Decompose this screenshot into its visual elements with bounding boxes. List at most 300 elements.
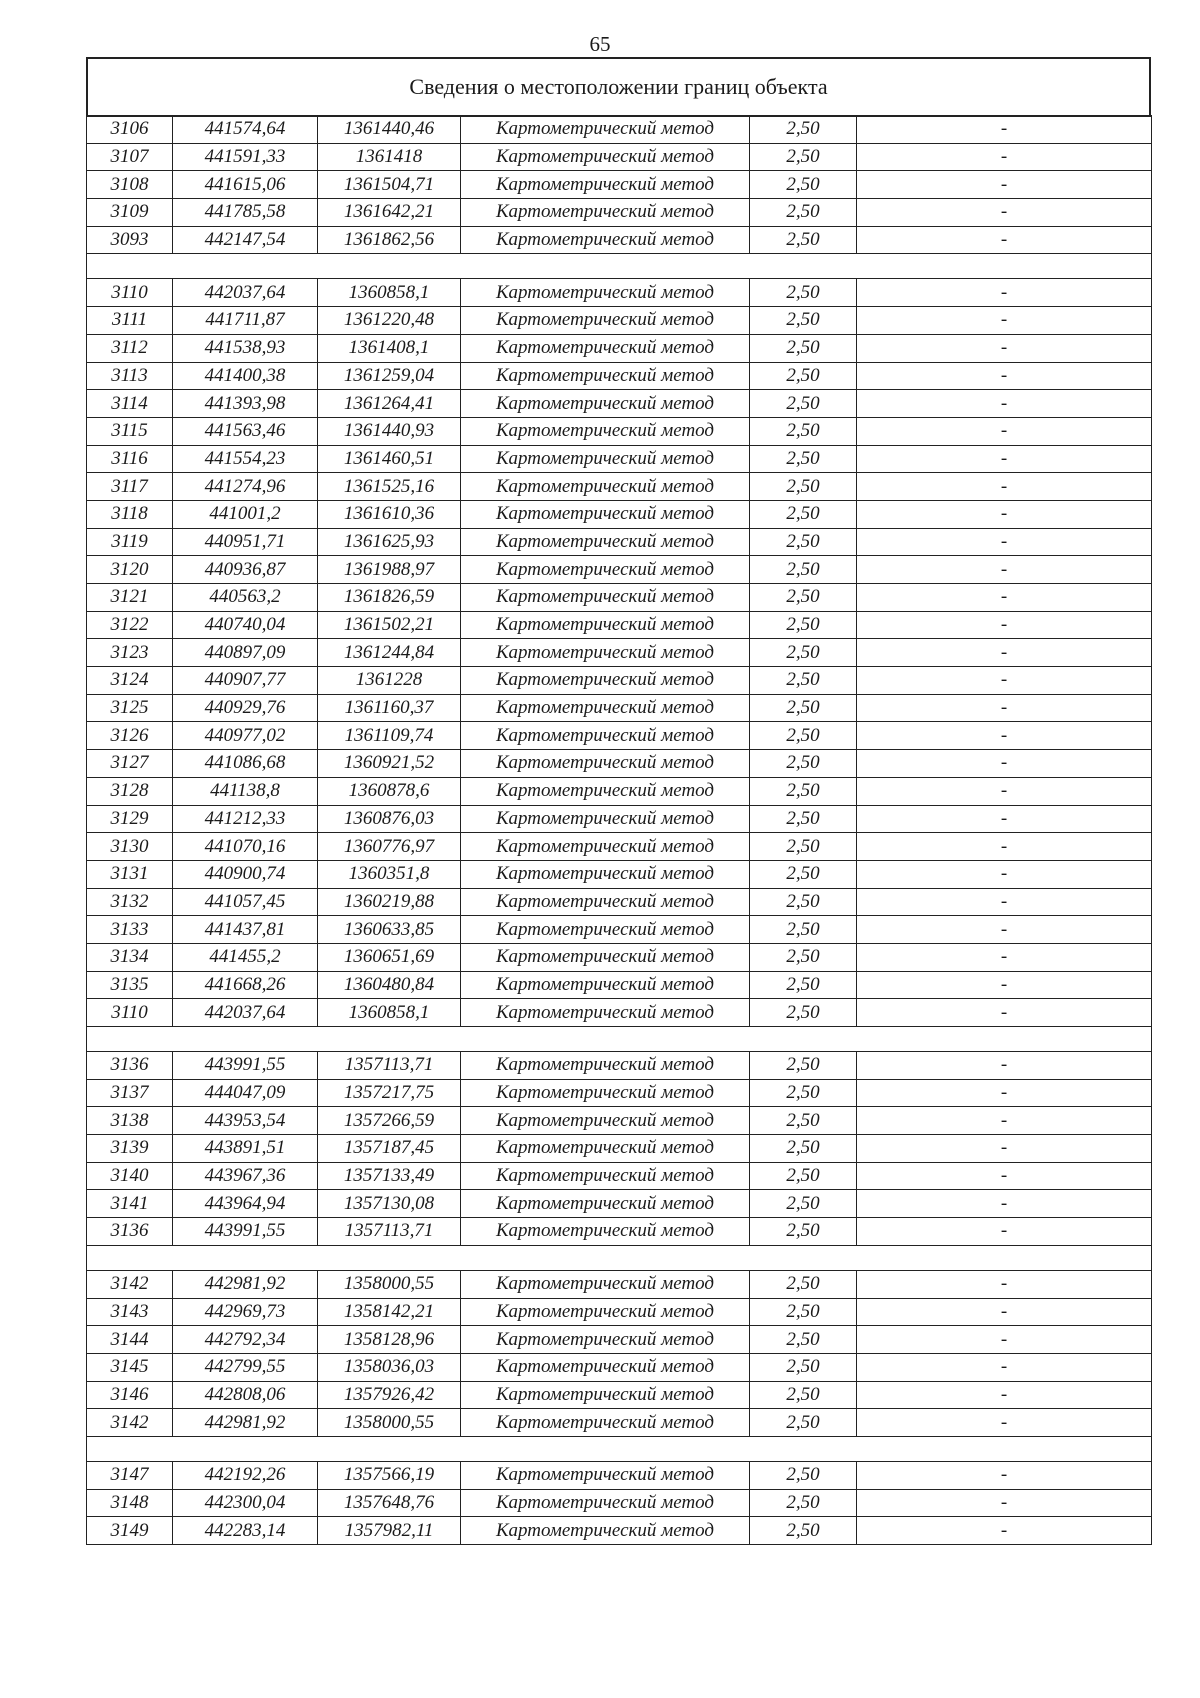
method-cell: Картометрический метод — [461, 916, 750, 944]
y-coordinate-cell: 1357217,75 — [318, 1079, 461, 1107]
x-coordinate-cell: 442192,26 — [173, 1461, 318, 1489]
table-row — [87, 667, 1152, 695]
accuracy-cell: 2,50 — [750, 445, 857, 473]
description-cell: - — [857, 1381, 1152, 1409]
table-row — [87, 171, 1152, 199]
table-row — [87, 528, 1152, 556]
y-coordinate-cell: 1361525,16 — [318, 473, 461, 501]
x-coordinate-cell: 442300,04 — [173, 1489, 318, 1517]
description-cell: - — [857, 860, 1152, 888]
method-cell: Картометрический метод — [461, 1079, 750, 1107]
x-coordinate-cell: 442981,92 — [173, 1270, 318, 1298]
description-cell: - — [857, 528, 1152, 556]
table-row — [87, 116, 1152, 144]
description-cell: - — [857, 1353, 1152, 1381]
accuracy-cell: 2,50 — [750, 888, 857, 916]
accuracy-cell: 2,50 — [750, 971, 857, 999]
point-number-cell: 3149 — [87, 1517, 173, 1545]
table-row — [87, 943, 1152, 971]
table-row — [87, 1052, 1152, 1080]
method-cell: Картометрический метод — [461, 307, 750, 335]
method-cell: Картометрический метод — [461, 556, 750, 584]
y-coordinate-cell: 1360480,84 — [318, 971, 461, 999]
point-number-cell: 3118 — [87, 500, 173, 528]
description-cell: - — [857, 971, 1152, 999]
table-row — [87, 694, 1152, 722]
point-number-cell: 3136 — [87, 1052, 173, 1080]
y-coordinate-cell: 1361440,46 — [318, 116, 461, 144]
table-row — [87, 999, 1152, 1027]
separator-row — [87, 1436, 1152, 1461]
x-coordinate-cell: 441070,16 — [173, 833, 318, 861]
method-cell: Картометрический метод — [461, 999, 750, 1027]
point-number-cell: 3117 — [87, 473, 173, 501]
accuracy-cell: 2,50 — [750, 143, 857, 171]
table-row — [87, 1162, 1152, 1190]
table-row — [87, 1107, 1152, 1135]
y-coordinate-cell: 1361109,74 — [318, 722, 461, 750]
method-cell: Картометрический метод — [461, 1162, 750, 1190]
y-coordinate-cell: 1361408,1 — [318, 334, 461, 362]
y-coordinate-cell: 1357133,49 — [318, 1162, 461, 1190]
point-number-cell: 3125 — [87, 694, 173, 722]
method-cell: Картометрический метод — [461, 1135, 750, 1163]
y-coordinate-cell: 1357130,08 — [318, 1190, 461, 1218]
method-cell: Картометрический метод — [461, 445, 750, 473]
x-coordinate-cell: 441437,81 — [173, 916, 318, 944]
x-coordinate-cell: 443991,55 — [173, 1218, 318, 1246]
y-coordinate-cell: 1358000,55 — [318, 1270, 461, 1298]
x-coordinate-cell: 441591,33 — [173, 143, 318, 171]
method-cell: Картометрический метод — [461, 1461, 750, 1489]
table-row — [87, 916, 1152, 944]
point-number-cell: 3116 — [87, 445, 173, 473]
accuracy-cell: 2,50 — [750, 611, 857, 639]
x-coordinate-cell: 441711,87 — [173, 307, 318, 335]
point-number-cell: 3108 — [87, 171, 173, 199]
accuracy-cell: 2,50 — [750, 1162, 857, 1190]
accuracy-cell: 2,50 — [750, 1381, 857, 1409]
point-number-cell: 3146 — [87, 1381, 173, 1409]
description-cell: - — [857, 362, 1152, 390]
method-cell: Картометрический метод — [461, 500, 750, 528]
point-number-cell: 3107 — [87, 143, 173, 171]
description-cell: - — [857, 1517, 1152, 1545]
y-coordinate-cell: 1361228 — [318, 667, 461, 695]
x-coordinate-cell: 440897,09 — [173, 639, 318, 667]
accuracy-cell: 2,50 — [750, 584, 857, 612]
method-cell: Картометрический метод — [461, 1052, 750, 1080]
y-coordinate-cell: 1361610,36 — [318, 500, 461, 528]
accuracy-cell: 2,50 — [750, 1517, 857, 1545]
accuracy-cell: 2,50 — [750, 1079, 857, 1107]
separator-cell — [87, 254, 1152, 279]
description-cell: - — [857, 1107, 1152, 1135]
table-row — [87, 639, 1152, 667]
y-coordinate-cell: 1361418 — [318, 143, 461, 171]
description-cell: - — [857, 805, 1152, 833]
point-number-cell: 3109 — [87, 199, 173, 227]
separator-row — [87, 1245, 1152, 1270]
description-cell: - — [857, 1326, 1152, 1354]
x-coordinate-cell: 442808,06 — [173, 1381, 318, 1409]
method-cell: Картометрический метод — [461, 584, 750, 612]
accuracy-cell: 2,50 — [750, 777, 857, 805]
method-cell: Картометрический метод — [461, 1298, 750, 1326]
accuracy-cell: 2,50 — [750, 1489, 857, 1517]
accuracy-cell: 2,50 — [750, 1190, 857, 1218]
table-row — [87, 307, 1152, 335]
accuracy-cell: 2,50 — [750, 116, 857, 144]
description-cell: - — [857, 943, 1152, 971]
accuracy-cell: 2,50 — [750, 943, 857, 971]
x-coordinate-cell: 441138,8 — [173, 777, 318, 805]
table-row — [87, 417, 1152, 445]
y-coordinate-cell: 1361440,93 — [318, 417, 461, 445]
x-coordinate-cell: 441563,46 — [173, 417, 318, 445]
description-cell: - — [857, 171, 1152, 199]
accuracy-cell: 2,50 — [750, 833, 857, 861]
table-row — [87, 584, 1152, 612]
table-body — [87, 116, 1152, 1545]
x-coordinate-cell: 440977,02 — [173, 722, 318, 750]
method-cell: Картометрический метод — [461, 888, 750, 916]
y-coordinate-cell: 1360651,69 — [318, 943, 461, 971]
point-number-cell: 3136 — [87, 1218, 173, 1246]
point-number-cell: 3133 — [87, 916, 173, 944]
point-number-cell: 3143 — [87, 1298, 173, 1326]
x-coordinate-cell: 441057,45 — [173, 888, 318, 916]
y-coordinate-cell: 1361625,93 — [318, 528, 461, 556]
point-number-cell: 3137 — [87, 1079, 173, 1107]
boundary-table — [86, 57, 1151, 1545]
table-row — [87, 390, 1152, 418]
method-cell: Картометрический метод — [461, 1107, 750, 1135]
point-number-cell: 3113 — [87, 362, 173, 390]
y-coordinate-cell: 1360858,1 — [318, 279, 461, 307]
method-cell: Картометрический метод — [461, 943, 750, 971]
table-row — [87, 1135, 1152, 1163]
accuracy-cell: 2,50 — [750, 528, 857, 556]
point-number-cell: 3139 — [87, 1135, 173, 1163]
method-cell: Картометрический метод — [461, 694, 750, 722]
method-cell: Картометрический метод — [461, 390, 750, 418]
point-number-cell: 3124 — [87, 667, 173, 695]
y-coordinate-cell: 1360219,88 — [318, 888, 461, 916]
accuracy-cell: 2,50 — [750, 916, 857, 944]
x-coordinate-cell: 443964,94 — [173, 1190, 318, 1218]
x-coordinate-cell: 444047,09 — [173, 1079, 318, 1107]
point-number-cell: 3134 — [87, 943, 173, 971]
point-number-cell: 3106 — [87, 116, 173, 144]
point-number-cell: 3140 — [87, 1162, 173, 1190]
point-number-cell: 3145 — [87, 1353, 173, 1381]
table-row — [87, 1489, 1152, 1517]
accuracy-cell: 2,50 — [750, 556, 857, 584]
accuracy-cell: 2,50 — [750, 1353, 857, 1381]
accuracy-cell: 2,50 — [750, 1326, 857, 1354]
point-number-cell: 3144 — [87, 1326, 173, 1354]
method-cell: Картометрический метод — [461, 1270, 750, 1298]
method-cell: Картометрический метод — [461, 116, 750, 144]
x-coordinate-cell: 443967,36 — [173, 1162, 318, 1190]
description-cell: - — [857, 916, 1152, 944]
separator-row — [87, 254, 1152, 279]
x-coordinate-cell: 440900,74 — [173, 860, 318, 888]
y-coordinate-cell: 1361988,97 — [318, 556, 461, 584]
y-coordinate-cell: 1361460,51 — [318, 445, 461, 473]
accuracy-cell: 2,50 — [750, 417, 857, 445]
x-coordinate-cell: 440740,04 — [173, 611, 318, 639]
table-row — [87, 445, 1152, 473]
accuracy-cell: 2,50 — [750, 805, 857, 833]
description-cell: - — [857, 279, 1152, 307]
description-cell: - — [857, 1190, 1152, 1218]
y-coordinate-cell: 1361160,37 — [318, 694, 461, 722]
accuracy-cell: 2,50 — [750, 279, 857, 307]
y-coordinate-cell: 1360921,52 — [318, 750, 461, 778]
accuracy-cell: 2,50 — [750, 199, 857, 227]
description-cell: - — [857, 888, 1152, 916]
description-cell: - — [857, 473, 1152, 501]
x-coordinate-cell: 441001,2 — [173, 500, 318, 528]
y-coordinate-cell: 1361259,04 — [318, 362, 461, 390]
method-cell: Картометрический метод — [461, 805, 750, 833]
table-row — [87, 1270, 1152, 1298]
x-coordinate-cell: 441393,98 — [173, 390, 318, 418]
accuracy-cell: 2,50 — [750, 694, 857, 722]
description-cell: - — [857, 1079, 1152, 1107]
method-cell: Картометрический метод — [461, 528, 750, 556]
description-cell: - — [857, 584, 1152, 612]
method-cell: Картометрический метод — [461, 334, 750, 362]
page-number: 65 — [589, 32, 611, 56]
method-cell: Картометрический метод — [461, 639, 750, 667]
method-cell: Картометрический метод — [461, 279, 750, 307]
x-coordinate-cell: 442799,55 — [173, 1353, 318, 1381]
x-coordinate-cell: 442037,64 — [173, 279, 318, 307]
y-coordinate-cell: 1357926,42 — [318, 1381, 461, 1409]
description-cell: - — [857, 500, 1152, 528]
coordinates-table — [86, 115, 1152, 1545]
x-coordinate-cell: 442283,14 — [173, 1517, 318, 1545]
description-cell: - — [857, 1461, 1152, 1489]
point-number-cell: 3132 — [87, 888, 173, 916]
point-number-cell: 3127 — [87, 750, 173, 778]
x-coordinate-cell: 441212,33 — [173, 805, 318, 833]
y-coordinate-cell: 1361220,48 — [318, 307, 461, 335]
accuracy-cell: 2,50 — [750, 722, 857, 750]
description-cell: - — [857, 1489, 1152, 1517]
x-coordinate-cell: 442147,54 — [173, 226, 318, 254]
x-coordinate-cell: 441668,26 — [173, 971, 318, 999]
description-cell: - — [857, 833, 1152, 861]
x-coordinate-cell: 440907,77 — [173, 667, 318, 695]
y-coordinate-cell: 1360858,1 — [318, 999, 461, 1027]
table-row — [87, 226, 1152, 254]
point-number-cell: 3110 — [87, 999, 173, 1027]
y-coordinate-cell: 1357566,19 — [318, 1461, 461, 1489]
point-number-cell: 3128 — [87, 777, 173, 805]
x-coordinate-cell: 441554,23 — [173, 445, 318, 473]
point-number-cell: 3142 — [87, 1409, 173, 1437]
y-coordinate-cell: 1361862,56 — [318, 226, 461, 254]
table-row — [87, 1353, 1152, 1381]
point-number-cell: 3112 — [87, 334, 173, 362]
x-coordinate-cell: 440951,71 — [173, 528, 318, 556]
separator-cell — [87, 1027, 1152, 1052]
y-coordinate-cell: 1357113,71 — [318, 1052, 461, 1080]
point-number-cell: 3130 — [87, 833, 173, 861]
table-row — [87, 1218, 1152, 1246]
point-number-cell: 3147 — [87, 1461, 173, 1489]
accuracy-cell: 2,50 — [750, 1298, 857, 1326]
accuracy-cell: 2,50 — [750, 750, 857, 778]
method-cell: Картометрический метод — [461, 171, 750, 199]
point-number-cell: 3131 — [87, 860, 173, 888]
method-cell: Картометрический метод — [461, 1190, 750, 1218]
method-cell: Картометрический метод — [461, 1218, 750, 1246]
table-row — [87, 1079, 1152, 1107]
separator-row — [87, 1027, 1152, 1052]
table-row — [87, 750, 1152, 778]
method-cell: Картометрический метод — [461, 1409, 750, 1437]
description-cell: - — [857, 143, 1152, 171]
point-number-cell: 3115 — [87, 417, 173, 445]
method-cell: Картометрический метод — [461, 1353, 750, 1381]
description-cell: - — [857, 334, 1152, 362]
point-number-cell: 3119 — [87, 528, 173, 556]
description-cell: - — [857, 1409, 1152, 1437]
y-coordinate-cell: 1360876,03 — [318, 805, 461, 833]
table-row — [87, 1298, 1152, 1326]
table-row — [87, 279, 1152, 307]
point-number-cell: 3122 — [87, 611, 173, 639]
table-row — [87, 611, 1152, 639]
x-coordinate-cell: 441086,68 — [173, 750, 318, 778]
x-coordinate-cell: 441455,2 — [173, 943, 318, 971]
table-row — [87, 500, 1152, 528]
method-cell: Картометрический метод — [461, 1381, 750, 1409]
x-coordinate-cell: 441400,38 — [173, 362, 318, 390]
method-cell: Картометрический метод — [461, 833, 750, 861]
accuracy-cell: 2,50 — [750, 1107, 857, 1135]
description-cell: - — [857, 1135, 1152, 1163]
point-number-cell: 3114 — [87, 390, 173, 418]
description-cell: - — [857, 556, 1152, 584]
point-number-cell: 3123 — [87, 639, 173, 667]
point-number-cell: 3138 — [87, 1107, 173, 1135]
accuracy-cell: 2,50 — [750, 226, 857, 254]
description-cell: - — [857, 307, 1152, 335]
description-cell: - — [857, 1218, 1152, 1246]
description-cell: - — [857, 445, 1152, 473]
x-coordinate-cell: 441785,58 — [173, 199, 318, 227]
table-row — [87, 888, 1152, 916]
x-coordinate-cell: 442981,92 — [173, 1409, 318, 1437]
accuracy-cell: 2,50 — [750, 307, 857, 335]
x-coordinate-cell: 441574,64 — [173, 116, 318, 144]
accuracy-cell: 2,50 — [750, 1052, 857, 1080]
accuracy-cell: 2,50 — [750, 999, 857, 1027]
x-coordinate-cell: 441274,96 — [173, 473, 318, 501]
y-coordinate-cell: 1357187,45 — [318, 1135, 461, 1163]
table-row — [87, 777, 1152, 805]
x-coordinate-cell: 442969,73 — [173, 1298, 318, 1326]
table-row — [87, 556, 1152, 584]
accuracy-cell: 2,50 — [750, 1461, 857, 1489]
separator-cell — [87, 1245, 1152, 1270]
point-number-cell: 3135 — [87, 971, 173, 999]
point-number-cell: 3126 — [87, 722, 173, 750]
separator-cell — [87, 1436, 1152, 1461]
method-cell: Картометрический метод — [461, 226, 750, 254]
y-coordinate-cell: 1361502,21 — [318, 611, 461, 639]
accuracy-cell: 2,50 — [750, 1218, 857, 1246]
accuracy-cell: 2,50 — [750, 334, 857, 362]
method-cell: Картометрический метод — [461, 1517, 750, 1545]
table-row — [87, 143, 1152, 171]
method-cell: Картометрический метод — [461, 143, 750, 171]
table-row — [87, 199, 1152, 227]
point-number-cell: 3093 — [87, 226, 173, 254]
accuracy-cell: 2,50 — [750, 171, 857, 199]
table-row — [87, 1409, 1152, 1437]
accuracy-cell: 2,50 — [750, 390, 857, 418]
accuracy-cell: 2,50 — [750, 1270, 857, 1298]
description-cell: - — [857, 999, 1152, 1027]
method-cell: Картометрический метод — [461, 750, 750, 778]
table-row — [87, 805, 1152, 833]
accuracy-cell: 2,50 — [750, 667, 857, 695]
x-coordinate-cell: 442037,64 — [173, 999, 318, 1027]
description-cell: - — [857, 417, 1152, 445]
description-cell: - — [857, 777, 1152, 805]
table-row — [87, 1326, 1152, 1354]
accuracy-cell: 2,50 — [750, 500, 857, 528]
table-row — [87, 860, 1152, 888]
method-cell: Картометрический метод — [461, 860, 750, 888]
y-coordinate-cell: 1358128,96 — [318, 1326, 461, 1354]
x-coordinate-cell: 442792,34 — [173, 1326, 318, 1354]
y-coordinate-cell: 1361504,71 — [318, 171, 461, 199]
method-cell: Картометрический метод — [461, 611, 750, 639]
accuracy-cell: 2,50 — [750, 1409, 857, 1437]
x-coordinate-cell: 441615,06 — [173, 171, 318, 199]
method-cell: Картометрический метод — [461, 417, 750, 445]
table-row — [87, 833, 1152, 861]
y-coordinate-cell: 1360351,8 — [318, 860, 461, 888]
description-cell: - — [857, 722, 1152, 750]
y-coordinate-cell: 1360776,97 — [318, 833, 461, 861]
y-coordinate-cell: 1358000,55 — [318, 1409, 461, 1437]
table-row — [87, 722, 1152, 750]
x-coordinate-cell: 443953,54 — [173, 1107, 318, 1135]
description-cell: - — [857, 750, 1152, 778]
y-coordinate-cell: 1361264,41 — [318, 390, 461, 418]
table-row — [87, 1381, 1152, 1409]
y-coordinate-cell: 1357266,59 — [318, 1107, 461, 1135]
description-cell: - — [857, 694, 1152, 722]
y-coordinate-cell: 1361642,21 — [318, 199, 461, 227]
description-cell: - — [857, 226, 1152, 254]
method-cell: Картометрический метод — [461, 1326, 750, 1354]
x-coordinate-cell: 440936,87 — [173, 556, 318, 584]
method-cell: Картометрический метод — [461, 722, 750, 750]
accuracy-cell: 2,50 — [750, 362, 857, 390]
description-cell: - — [857, 667, 1152, 695]
description-cell: - — [857, 611, 1152, 639]
